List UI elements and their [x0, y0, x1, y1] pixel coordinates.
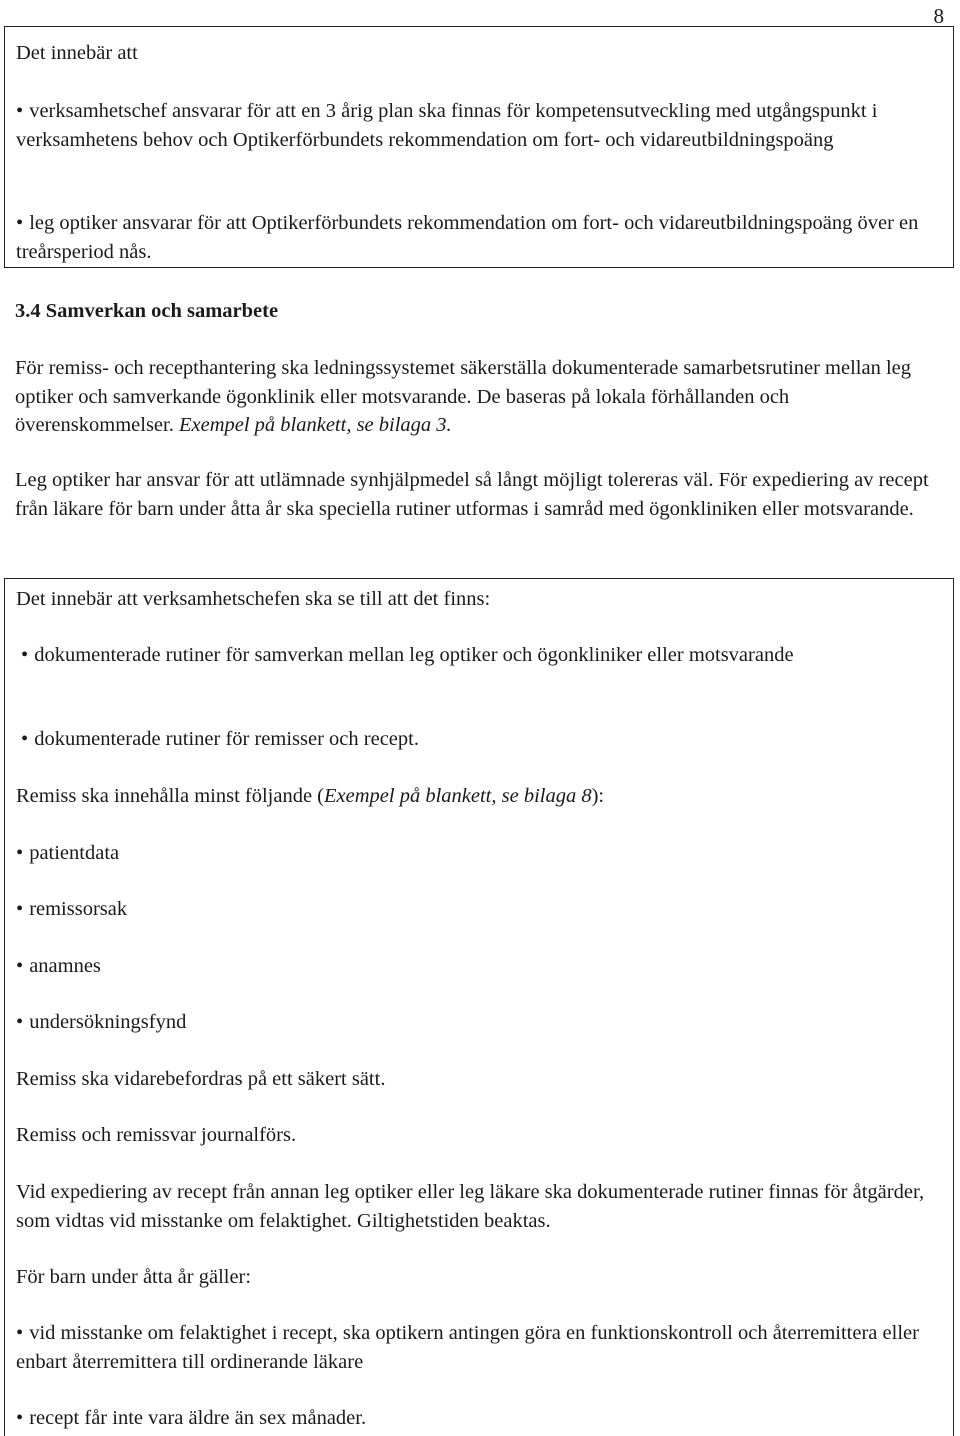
section-p2-text: Leg optiker har ansvar för att utlämnade synhjälpmedel så långt möjligt tolereras väl. För expediering av recept från läkare för barn under åtta år ska speciella rutiner utformas i samråd med ögonkliniken eller motsvarande. — [15, 469, 929, 520]
section-p1-appendix-ref: Exempel på blankett, se bilaga 3. — [178, 414, 452, 436]
remiss-forward-text: Remiss ska vidarebefordras på ett säkert sätt. — [16, 1068, 386, 1090]
box2-intro: Det innebär att verksamhetschefen ska se till att det finns: — [16, 588, 491, 610]
section-heading: 3.4 Samverkan och samarbete — [15, 300, 279, 322]
requirements-box-competence — [4, 26, 954, 268]
box1-bullet-1: • verksamhetschef ansvarar för att en 3 årig plan ska finnas för kompetensutveckling med utgångspunkt i verksamhetens behov och Optikerförbundets rekommendation om fort- och vidareutbildningspoäng — [16, 97, 936, 154]
remiss-intro-post: ): — [591, 785, 605, 807]
remiss-journal-text: Remiss och remissvar journalförs. — [16, 1124, 297, 1146]
remiss-item: • undersökningsfynd — [16, 1008, 186, 1037]
page-number: 8 — [933, 4, 944, 28]
requirements-box-collaboration — [4, 578, 954, 1436]
remiss-intro — [16, 782, 604, 811]
remiss-intro-pre: Remiss ska innehålla minst följande ( — [16, 785, 325, 807]
section-p1-text: För remiss- och recepthantering ska ledningssystemet säkerställa dokumenterade samarbetsrutiner mellan leg optiker och samverkande ögonklinik eller motsvarande. De baseras på lokala förhållanden och överenskommelser. — [15, 357, 912, 436]
remiss-item: • patientdata — [16, 839, 119, 868]
children-bullet-2: • recept får inte vara äldre än sex månader. — [16, 1404, 366, 1433]
box1-bullet-2: • leg optiker ansvarar för att Optikerförbundets rekommendation om fort- och vidareutbildningspoäng över en treårsperiod nås. — [16, 209, 936, 266]
box2-bullet-2: • dokumenterade rutiner för remisser och recept. — [16, 725, 419, 754]
section-paragraph-2 — [15, 466, 950, 523]
box2-bullet-1: • dokumenterade rutiner för samverkan mellan leg optiker och ögonkliniker eller motsvarande — [16, 641, 921, 670]
children-intro: För barn under åtta år gäller: — [16, 1266, 252, 1288]
remiss-item: • anamnes — [16, 952, 101, 981]
remiss-item: • remissorsak — [16, 895, 127, 924]
section-paragraph-1 — [15, 354, 950, 440]
section-3-4 — [15, 297, 950, 326]
children-bullet-1: • vid misstanke om felaktighet i recept, ska optikern antingen göra en funktionskontroll och återremittera eller enbart återremittera till ordinerande läkare — [16, 1319, 936, 1376]
recept-expediering-text: Vid expediering av recept från annan leg optiker eller leg läkare ska dokumenterade rutiner finnas för åtgärder, som vidtas vid misstanke om felaktighet. Giltighetstiden beaktas. — [16, 1181, 925, 1232]
box1-intro: Det innebär att — [16, 42, 138, 64]
remiss-intro-appendix-ref: Exempel på blankett, se bilaga 8 — [324, 785, 592, 807]
